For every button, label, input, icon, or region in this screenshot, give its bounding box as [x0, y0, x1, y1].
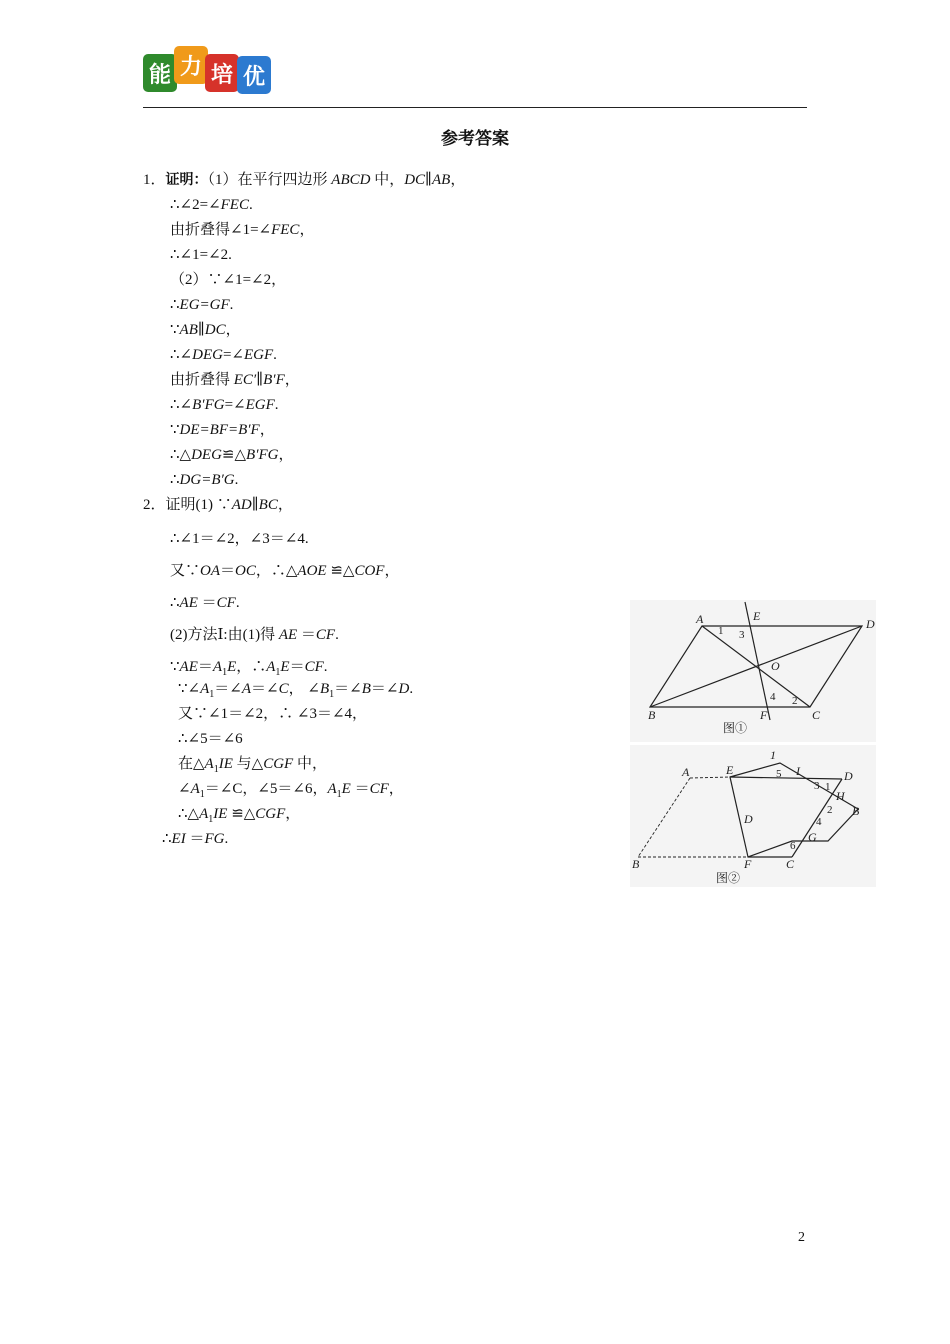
q2-line-13: ∴EI ＝FG. [162, 831, 229, 847]
fig1-label-f: F [760, 708, 768, 722]
fig2-angle-4: 4 [816, 816, 822, 828]
q1-line-6: ∴EG=GF. [170, 297, 234, 313]
figure-1-diagram [630, 600, 876, 742]
fig1-label-e: E [753, 609, 761, 623]
q2-line-8: 又∵∠1＝∠2，∴ ∠3＝∠4， [178, 706, 368, 722]
q2-line-7: $\because\angle A_1=\angle A=\angle C$， $\angle B_1=\angle B=\angle D$. [178, 681, 414, 700]
logo-tile-3: 培 [205, 54, 239, 92]
fig2-label-inner-d: D [744, 812, 753, 826]
fig2-angle-2: 2 [827, 804, 833, 816]
fig1-label-o: O [771, 659, 780, 673]
logo-tile-2: 力 [174, 46, 208, 84]
q2-line-2: ∴∠1＝∠2，∠3＝∠4. [170, 531, 309, 547]
logo-tile-1: 能 [143, 54, 177, 92]
fig2-label-a1: 1 [770, 748, 776, 762]
q1-line-8: ∴∠DEG=∠EGF. [170, 347, 277, 363]
fig2-label-c: C [786, 857, 795, 871]
q1-line-9: 由折叠得 EC′∥B′F， [170, 372, 300, 388]
q1-line-7: ∵AB∥DC， [170, 322, 241, 338]
fig1-angle-4: 4 [770, 691, 776, 703]
fig1-label-d: D [866, 617, 875, 631]
fig2-angle-6: 6 [790, 840, 796, 852]
q2-line-10: 在$\triangle A_1IE$ 与△CGF 中， [178, 756, 327, 775]
q1-line-12: ∴△DEG≌△B′FG， [170, 447, 294, 463]
q2-line-4: ∴AE ＝CF. [170, 595, 240, 611]
figure-2-diagram [630, 745, 876, 887]
q2-line-9: ∴∠5＝∠6 [178, 731, 243, 747]
q2-line-11: $\angle A_1=\angle C$，∠5＝∠6，$A_1E =CF$， [178, 781, 404, 800]
page-number: 2 [798, 1230, 805, 1245]
header-rule [143, 107, 807, 108]
fig1-caption: 图① [723, 721, 748, 735]
brand-logo [143, 44, 278, 96]
fig2-angle-3: 3 [814, 780, 820, 792]
q2-line-5: (2)方法Ⅰ:由(1)得 AE ＝CF. [170, 627, 339, 643]
q1-line-13: ∴DG=B′G. [170, 472, 239, 488]
fig2-label-b: B [632, 857, 640, 871]
fig2-label-g: G [808, 830, 817, 844]
q2-line-1: 2．证明(1) ∵AD∥BC， [143, 497, 293, 513]
fig2-label-i: I [796, 764, 800, 778]
fig1-angle-1: 1 [718, 625, 724, 637]
q1-line-2: ∴∠2=∠FEC. [170, 197, 253, 213]
fig2-label-a: A [682, 765, 690, 779]
q2-line-3: 又∵OA＝OC，∴△AOE ≌△COF， [170, 563, 400, 579]
q2-line-12: $\therefore\triangle A_1IE$ ≌△CGF， [178, 806, 301, 825]
fig2-label-d: D [844, 769, 853, 783]
q1-line-1: 1．证明：（1）在平行四边形 ABCD 中，DC∥AB， [143, 172, 466, 188]
fig1-angle-3: 3 [739, 629, 745, 641]
fig1-angle-2: 2 [792, 695, 798, 707]
q1-line-10: ∴∠B′FG=∠EGF. [170, 397, 279, 413]
q1-line-3: 由折叠得∠1=∠FEC， [170, 222, 315, 238]
q1-line-5: （2）∵∠1=∠2， [170, 272, 287, 288]
fig2-label-h: H [836, 789, 845, 803]
q1-line-4: ∴∠1=∠2. [170, 247, 232, 263]
logo-tile-4: 优 [237, 56, 271, 94]
fig2-label-b1: B [852, 804, 860, 818]
fig2-caption: 图② [716, 871, 741, 885]
q2-line-6: $\because AE=A_1E$，$\therefore A_1E=CF$. [170, 659, 328, 678]
page-title: 参考答案 [441, 129, 509, 149]
fig1-label-c: C [812, 708, 821, 722]
q1-line-11: ∵DE=BF=B′F， [170, 422, 275, 438]
fig1-label-b: B [648, 708, 656, 722]
fig2-label-e: E [726, 763, 734, 777]
fig2-angle-1: 1 [825, 781, 831, 793]
fig2-angle-5: 5 [776, 768, 782, 780]
fig1-label-a: A [696, 612, 704, 626]
fig2-label-f: F [744, 857, 752, 871]
